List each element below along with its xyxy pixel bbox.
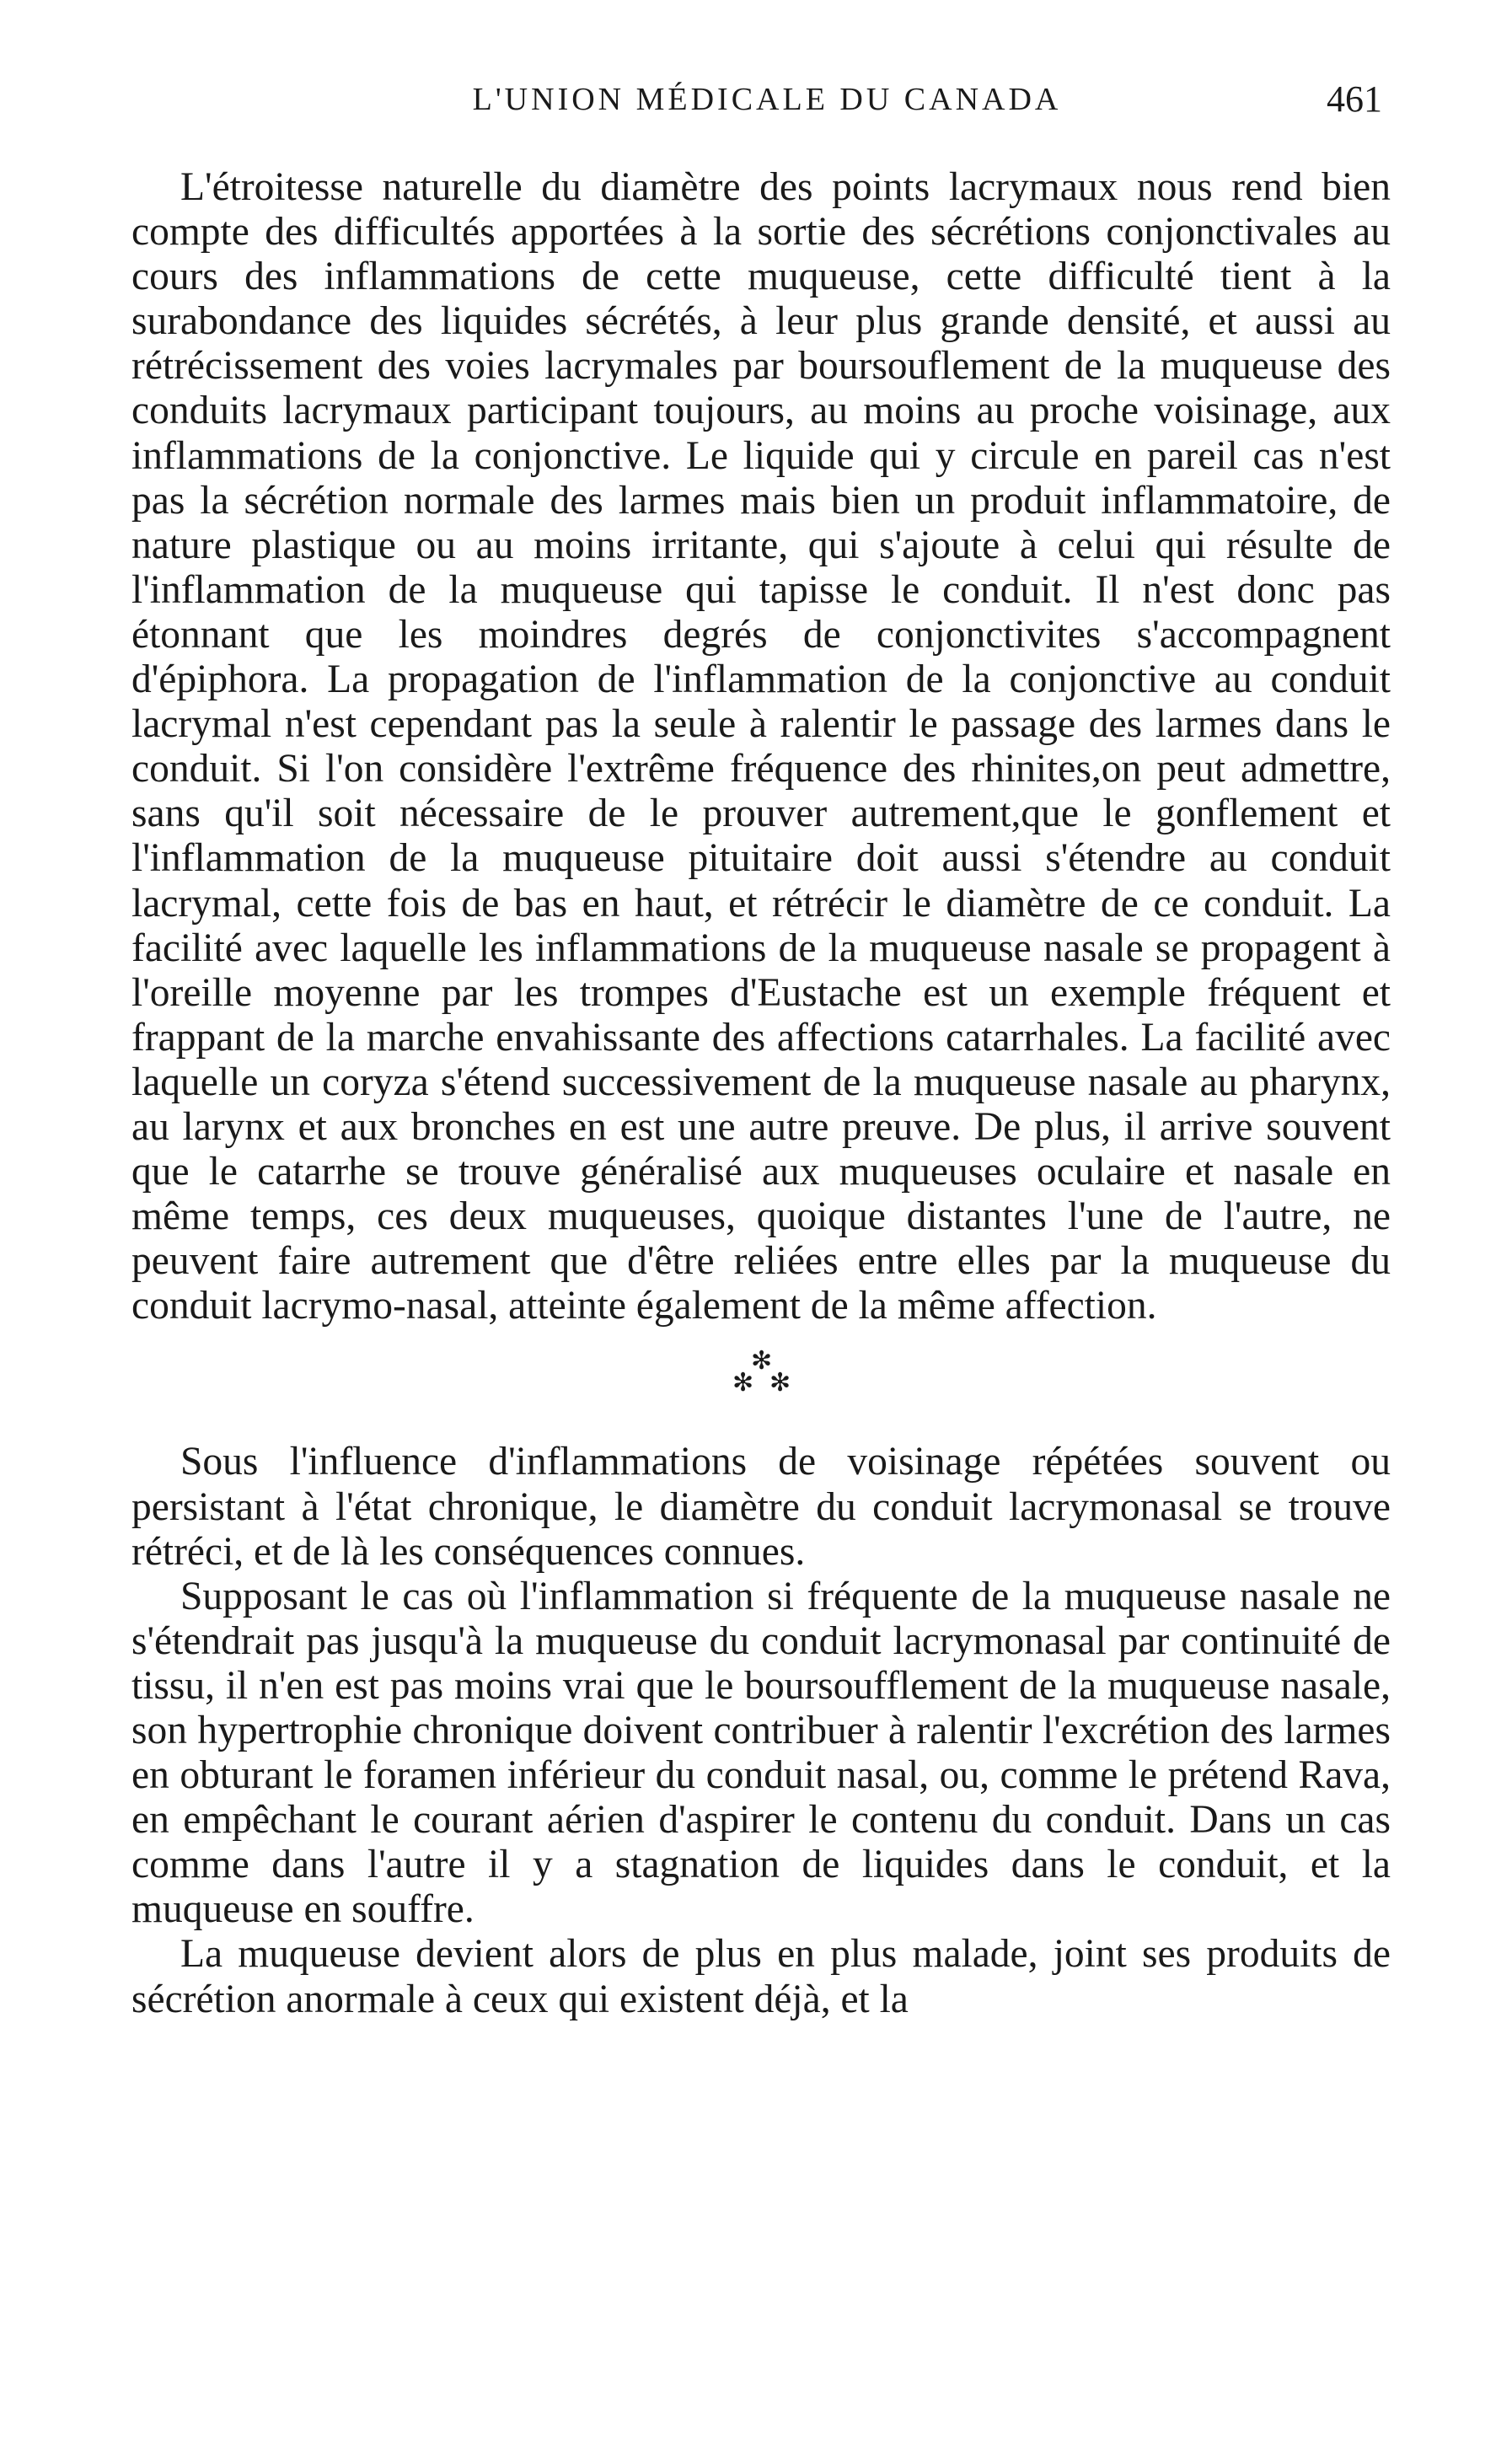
asterism-ornament: ✻ ✻ ✻	[732, 1347, 791, 1398]
paragraph: L'étroitesse naturelle du diamètre des points lacrymaux nous rend bien compte des difficultés apportées à la sortie des sécrétions conjonctivales au cours des inflammations de cette muqueuse, cette difficulté tient à la surabondance des liquides sécrétés, à leur plus grande densité, et aussi au rétrécissement des voies lacrymales par boursouflement de la muqueuse des conduits lacrymaux participant toujours, au moins au proche voisinage, aux inflammations de la conjonctive. Le liquide qui y circule en pareil cas n'est pas la sécrétion normale des larmes mais bien un produit inflammatoire, de nature plastique ou au moins irritante, qui s'ajoute à celui qui résulte de l'inflammation de la muqueuse qui tapisse le conduit. Il n'est donc pas étonnant que les moindres degrés de conjonctivites s'accompagnent d'épiphora. La propagation de l'inflammation de la conjonctive au conduit lacrymal n'est cependant pas la seule à ralentir le passage des larmes dans le conduit. Si l'on considère l'extrême fréquence des rhinites,on peut admettre, sans qu'il soit nécessaire de le prouver autrement,que le gonflement et l'inflammation de la muqueuse pituitaire doit aussi s'étendre au conduit lacrymal, cette fois de bas en haut, et rétrécir le diamètre de ce conduit. La facilité avec laquelle les inflammations de la muqueuse nasale se propagent à l'oreille moyenne par les trompes d'Eustache est un exemple fréquent et frappant de la marche envahissante des affections catarrhales. La facilité avec laquelle un coryza s'étend successivement de la muqueuse nasale au pharynx, au larynx et aux bronches en est une autre preuve. De plus, il arrive souvent que le catarrhe se trouve généralisé aux muqueuses oculaire et nasale en même temps, ces deux muqueuses, quoique distantes l'une de l'autre, ne peuvent faire autrement que d'être reliées entre elles par la muqueuse du conduit lacrymo-nasal, atteinte également de la même affection.	[131, 165, 1391, 1328]
page-number: 461	[1327, 78, 1382, 120]
body-text	[131, 165, 1391, 2022]
running-title: L'UNION MÉDICALE DU CANADA	[472, 82, 1062, 117]
running-head	[126, 78, 1407, 131]
paragraph: La muqueuse devient alors de plus en plus malade, joint ses produits de sécrétion anormale à ceux qui existent déjà, et la	[131, 1932, 1391, 2021]
paragraph: Sous l'influence d'inflammations de voisinage répétées souvent ou persistant à l'état chronique, le diamètre du conduit lacrymonasal se trouve rétréci, et de là les conséquences connues.	[131, 1440, 1391, 1574]
section-break	[131, 1328, 1391, 1440]
paragraph: Supposant le cas où l'inflammation si fréquente de la muqueuse nasale ne s'étendrait pas jusqu'à la muqueuse du conduit lacrymonasal par continuité de tissu, il n'en est pas moins vrai que le boursoufflement de la muqueuse nasale, son hypertrophie chronique doivent contribuer à ralentir l'excrétion des larmes en obturant le foramen inférieur du conduit nasal, ou, comme le prétend Rava, en empêchant le courant aérien d'aspirer le contenu du conduit. Dans un cas comme dans l'autre il y a stagnation de liquides dans le conduit, et la muqueuse en souffre.	[131, 1574, 1391, 1932]
